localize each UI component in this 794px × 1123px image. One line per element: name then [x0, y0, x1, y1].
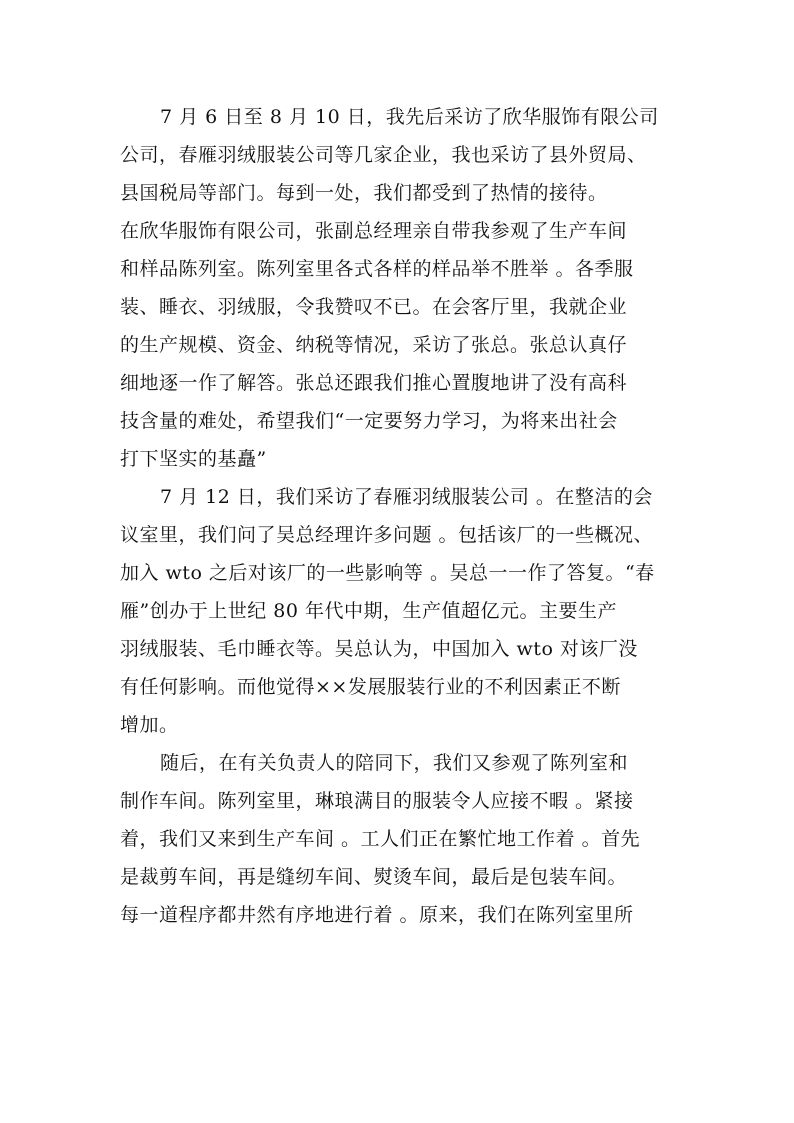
text-line: 细地逐一作了解答。张总还跟我们推心置腹地讲了没有高科: [120, 372, 628, 394]
text-line: 是裁剪车间，再是缝纫车间、熨烫车间，最后是包装车间。: [120, 866, 628, 888]
text-line: 制作车间。陈列室里，琳琅满目的服装令人应接不暇 。紧接: [120, 790, 634, 812]
document-body: [120, 98, 700, 934]
text-line: 在欣华服饰有限公司，张副总经理亲自带我参观了生产车间: [120, 220, 628, 242]
text-line: 7 月 6 日至 8 月 10 日，我先后采访了欣华服饰有限公司: [160, 106, 659, 128]
text-line: 着，我们又来到生产车间 。工人们正在繁忙地工作着 。首先: [120, 828, 641, 850]
text-line: 每一道程序都井然有序地进行着 。原来，我们在陈列室里所: [120, 904, 634, 926]
text-line: 装、睡衣、羽绒服，令我赞叹不已。在会客厅里，我就企业: [120, 296, 628, 318]
text-line: 加入 wto 之后对该厂的一些影响等 。吴总一一作了答复。“春: [120, 562, 655, 584]
text-line: 雁”创办于上世纪 80 年代中期，生产值超亿元。主要生产: [120, 600, 617, 622]
text-line: 随后，在有关负责人的陪同下，我们又参观了陈列室和: [160, 752, 629, 774]
text-line: 公司，春雁羽绒服装公司等几家企业，我也采访了县外贸局、: [120, 144, 647, 166]
text-line: 羽绒服装、毛巾睡衣等。吴总认为，中国加入 wto 对该厂没: [120, 638, 638, 660]
text-line: 技含量的难处，希望我们“一定要努力学习，为将来出社会: [120, 410, 618, 432]
text-line: 议室里，我们问了吴总经理许多问题 。包括该厂的一些概况、: [120, 524, 654, 546]
text-line: 县国税局等部门。每到一处，我们都受到了热情的接待。: [120, 182, 608, 204]
text-line: 和样品陈列室。陈列室里各式各样的样品举不胜举 。各季服: [120, 258, 634, 280]
text-line: 打下坚实的基矗”: [120, 448, 267, 470]
text-line: 的生产规模、资金、纳税等情况，采访了张总。张总认真仔: [120, 334, 628, 356]
text-line: 7 月 12 日，我们采访了春雁羽绒服装公司 。在整洁的会: [160, 486, 653, 508]
text-line: 有任何影响。而他觉得××发展服装行业的不利因素正不断: [120, 676, 621, 698]
text-line: 增加。: [120, 714, 179, 736]
